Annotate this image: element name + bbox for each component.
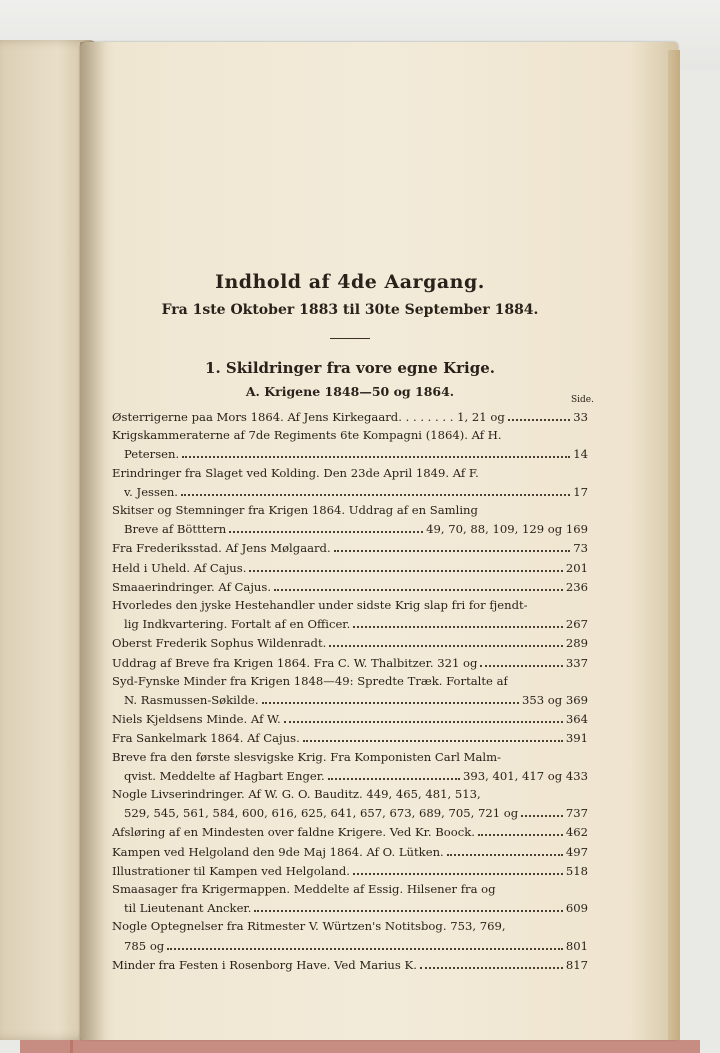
toc-entry-line bbox=[112, 955, 588, 974]
toc-entry bbox=[112, 633, 588, 652]
entry-title: Kampen ved Helgoland den 9de Maj 1864. Af O. Lütken. bbox=[112, 844, 444, 859]
toc-entry bbox=[112, 653, 588, 672]
page-number: 364 bbox=[565, 712, 588, 727]
toc-entry-line bbox=[112, 519, 588, 538]
entry-title: Smaasager fra Krigermappen. Meddelte af Essig. Hilsener fra og bbox=[112, 882, 496, 897]
toc-entry bbox=[112, 709, 588, 728]
divider bbox=[330, 338, 370, 339]
dot-leader bbox=[447, 842, 563, 856]
page-number: 289 bbox=[565, 636, 588, 651]
entry-title: Skitser og Stemninger fra Krigen 1864. Uddrag af en Samling bbox=[112, 503, 478, 518]
dot-leader bbox=[329, 633, 563, 647]
page-number: 393, 401, 417 og 433 bbox=[462, 768, 588, 783]
dot-leader bbox=[353, 861, 563, 875]
page-number: 518 bbox=[565, 863, 588, 878]
entry-title: qvist. Meddelte af Hagbart Enger. bbox=[124, 768, 325, 783]
entry-title: N. Rasmussen-Søkilde. bbox=[124, 693, 259, 708]
page-number: 609 bbox=[565, 901, 588, 916]
page-number: 201 bbox=[565, 560, 588, 575]
toc-entry bbox=[112, 955, 588, 974]
page-subtitle: Fra 1ste Oktober 1883 til 30te September 1884. bbox=[161, 302, 539, 318]
entry-title: Petersen. bbox=[124, 447, 180, 462]
entry-title: Afsløring af en Mindesten over faldne Krigere. Ved Kr. Boock. bbox=[112, 825, 475, 840]
table-of-contents bbox=[112, 270, 594, 974]
entry-title: Fra Frederiksstad. Af Jens Mølgaard. bbox=[112, 541, 331, 556]
toc-entry-line bbox=[112, 880, 588, 898]
toc-entry-line bbox=[112, 936, 588, 955]
toc-entry-line bbox=[112, 672, 588, 690]
toc-entry-line bbox=[112, 898, 588, 917]
page-number: 17 bbox=[573, 484, 588, 499]
toc-entry bbox=[112, 407, 588, 426]
page-number: 49, 70, 88, 109, 129 og 169 bbox=[426, 522, 588, 537]
toc-entry bbox=[112, 464, 588, 501]
toc-entry bbox=[112, 538, 588, 557]
page-number: 391 bbox=[565, 731, 588, 746]
dot-leader bbox=[284, 709, 563, 723]
dot-leader bbox=[478, 822, 563, 836]
dot-leader bbox=[182, 444, 570, 458]
dot-leader bbox=[262, 690, 519, 704]
toc-entry-line bbox=[112, 558, 588, 577]
toc-entry-line bbox=[112, 464, 588, 482]
toc-entry-line bbox=[112, 577, 588, 596]
entry-title: Niels Kjeldsens Minde. Af W. bbox=[112, 712, 281, 727]
entry-title: Breve af Bötttern bbox=[124, 522, 227, 537]
entry-title: Illustrationer til Kampen ved Helgoland. bbox=[112, 863, 350, 878]
toc-entry-line bbox=[112, 407, 588, 426]
entry-title: Østerrigerne paa Mors 1864. Af Jens Kirkegaard. . . . . . . . 1, 21 og bbox=[112, 410, 505, 424]
dot-leader bbox=[249, 558, 562, 572]
dot-leader bbox=[181, 482, 570, 496]
page-number: 14 bbox=[573, 447, 588, 462]
entry-list bbox=[112, 407, 588, 974]
entry-title: Held i Uheld. Af Cajus. bbox=[112, 560, 247, 575]
toc-entry-line bbox=[112, 482, 588, 501]
dot-leader bbox=[274, 577, 563, 591]
dot-leader bbox=[420, 955, 563, 969]
toc-entry bbox=[112, 501, 588, 538]
toc-entry bbox=[112, 426, 588, 463]
entry-title: Krigskammeraterne af 7de Regiments 6te Kompagni (1864). Af H. bbox=[112, 428, 502, 443]
dot-leader bbox=[229, 519, 423, 533]
toc-entry-line bbox=[112, 728, 588, 747]
toc-entry bbox=[112, 672, 588, 709]
entry-title: 785 og bbox=[124, 938, 165, 953]
entry-title: Breve fra den første slesvigske Krig. Fra Komponisten Carl Malm- bbox=[112, 749, 502, 764]
page-title: Indhold af 4de Aargang. bbox=[215, 271, 485, 293]
page-number: 497 bbox=[565, 844, 588, 859]
entry-title: Oberst Frederik Sophus Wildenradt. bbox=[112, 636, 327, 651]
entry-title: til Lieutenant Ancker. bbox=[124, 901, 252, 916]
entry-title: Nogle Optegnelser fra Ritmester V. Würtzen's Notitsbog. 753, 769, bbox=[112, 919, 506, 934]
toc-entry-line bbox=[112, 917, 588, 935]
toc-entry bbox=[112, 880, 588, 917]
toc-entry bbox=[112, 861, 588, 880]
spine-shadow bbox=[80, 42, 106, 1040]
subsection-title: A. Krigene 1848—50 og 1864. bbox=[245, 384, 455, 399]
entry-title: Fra Sankelmark 1864. Af Cajus. bbox=[112, 731, 300, 746]
toc-entry bbox=[112, 558, 588, 577]
toc-entry-line bbox=[112, 426, 588, 444]
toc-entry bbox=[112, 596, 588, 633]
entry-title: Syd-Fynske Minder fra Krigen 1848—49: Spredte Træk. Fortalte af bbox=[112, 673, 508, 688]
entry-title: v. Jessen. bbox=[124, 484, 178, 499]
dot-leader bbox=[521, 803, 563, 817]
toc-entry bbox=[112, 728, 588, 747]
toc-entry-line bbox=[112, 803, 588, 822]
toc-entry-line bbox=[112, 501, 588, 519]
page-number: 73 bbox=[573, 541, 588, 556]
page-number: 801 bbox=[565, 938, 588, 953]
toc-entry-line bbox=[112, 633, 588, 652]
toc-entry-line bbox=[112, 748, 588, 766]
toc-entry bbox=[112, 822, 588, 841]
toc-entry bbox=[112, 917, 588, 954]
entry-title: Smaaerindringer. Af Cajus. bbox=[112, 579, 272, 594]
page-number: 462 bbox=[565, 825, 588, 840]
page-number: 337 bbox=[565, 655, 588, 670]
toc-entry-line bbox=[112, 653, 588, 672]
dot-leader bbox=[167, 936, 563, 950]
page-number: 737 bbox=[565, 806, 588, 821]
page-number: 33 bbox=[573, 410, 588, 424]
dot-leader bbox=[353, 614, 563, 628]
book-cover-bottom bbox=[20, 1040, 700, 1053]
dot-leader bbox=[508, 407, 570, 421]
toc-entry-line bbox=[112, 690, 588, 709]
toc-entry bbox=[112, 748, 588, 785]
toc-entry-line bbox=[112, 444, 588, 463]
toc-entry-line bbox=[112, 842, 588, 861]
toc-entry-line bbox=[112, 766, 588, 785]
entry-title: 529, 545, 561, 584, 600, 616, 625, 641, 657, 673, 689, 705, 721 og bbox=[124, 806, 519, 821]
toc-entry-line bbox=[112, 596, 588, 614]
toc-entry-line bbox=[112, 614, 588, 633]
toc-entry bbox=[112, 785, 588, 822]
page-number: 353 og 369 bbox=[521, 693, 588, 708]
page-edges bbox=[668, 50, 680, 1040]
toc-entry-line bbox=[112, 822, 588, 841]
toc-entry-line bbox=[112, 785, 588, 803]
page-column-label: Side. bbox=[571, 395, 594, 405]
entry-title: Minder fra Festen i Rosenborg Have. Ved Marius K. bbox=[112, 957, 417, 972]
dot-leader bbox=[334, 538, 571, 552]
toc-entry bbox=[112, 577, 588, 596]
section-title: 1. Skildringer fra vore egne Krige. bbox=[205, 359, 495, 377]
page-number: 267 bbox=[565, 617, 588, 632]
dot-leader bbox=[328, 766, 460, 780]
entry-title: lig Indkvartering. Fortalt af en Officer. bbox=[124, 617, 351, 632]
entry-title: Hvorledes den jyske Hestehandler under sidste Krig slap fri for fjendt- bbox=[112, 598, 528, 613]
entry-title: Erindringer fra Slaget ved Kolding. Den 23de April 1849. Af F. bbox=[112, 465, 479, 480]
entry-title: Nogle Livserindringer. Af W. G. O. Bauditz. 449, 465, 481, 513, bbox=[112, 787, 481, 802]
entry-title: Uddrag af Breve fra Krigen 1864. Fra C. W. Thalbitzer. 321 og bbox=[112, 655, 478, 670]
dot-leader bbox=[254, 898, 562, 912]
page-number: 817 bbox=[565, 957, 588, 972]
dot-leader bbox=[480, 653, 562, 667]
toc-entry-line bbox=[112, 538, 588, 557]
dot-leader bbox=[303, 728, 563, 742]
toc-entry-line bbox=[112, 709, 588, 728]
toc-entry bbox=[112, 842, 588, 861]
toc-entry-line bbox=[112, 861, 588, 880]
page-number: 236 bbox=[565, 579, 588, 594]
